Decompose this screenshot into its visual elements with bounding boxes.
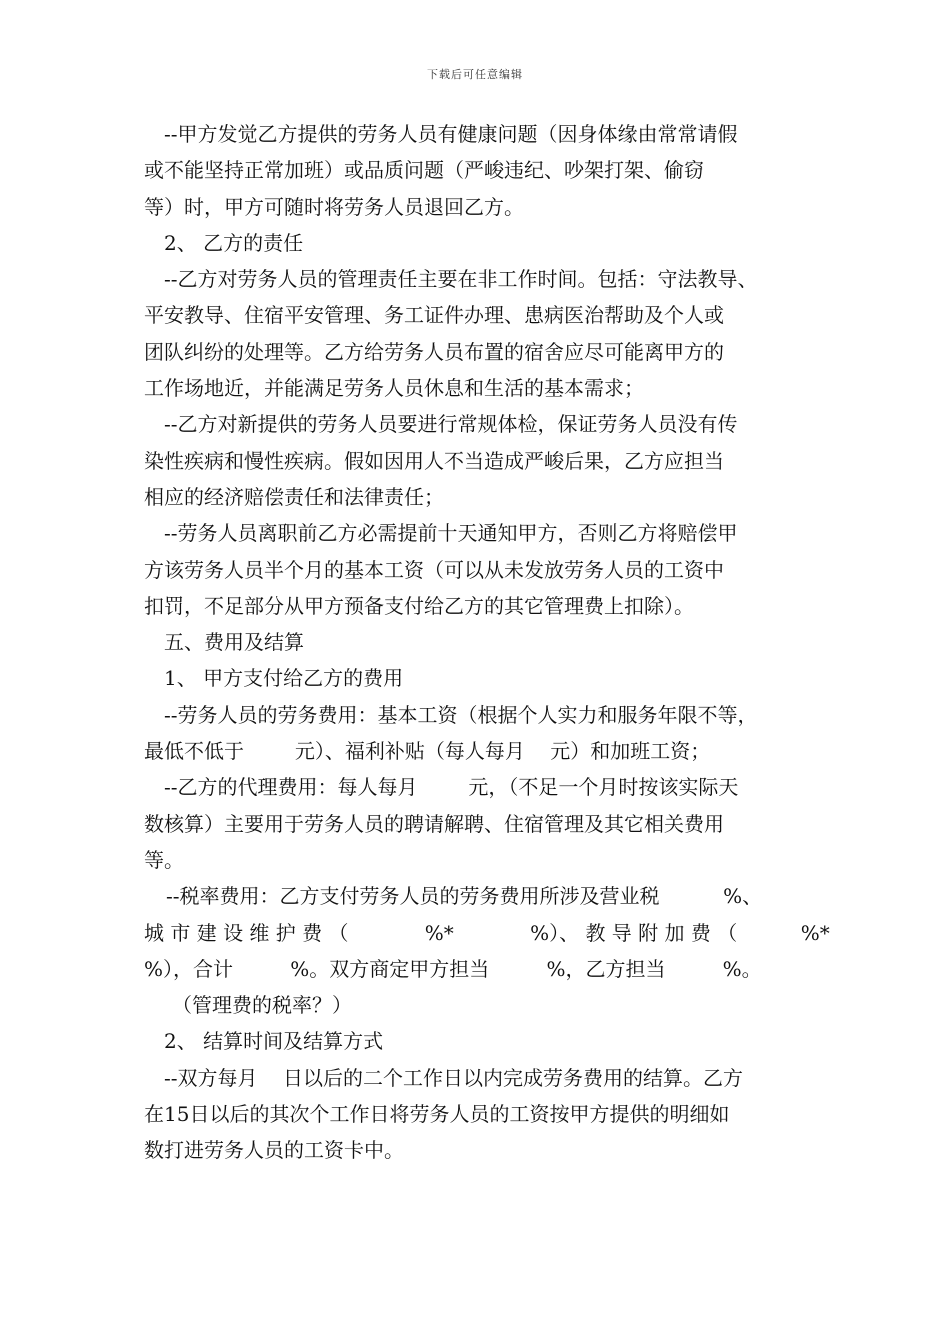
paragraph-line: 数打进劳务人员的工资卡中。 <box>144 1138 404 1163</box>
paragraph-line: 城 市 建 设 维 护 费 （ %* %）、 教 导 附 加 费 （ %* <box>144 920 830 945</box>
section-heading: 2、 结算时间及结算方式 <box>164 1029 384 1054</box>
paragraph-line: --甲方发觉乙方提供的劳务人员有健康问题（因身体缘由常常请假 <box>164 122 738 146</box>
section-heading: 1、 甲方支付给乙方的费用 <box>164 666 404 691</box>
paragraph-line: 或不能坚持正常加班）或品质问题（严峻违纪、吵架打架、偷窃 <box>144 158 704 183</box>
paragraph-line: 团队纠纷的处理等。乙方给劳务人员布置的宿舍应尽可能离甲方的 <box>144 339 724 364</box>
paragraph-line: 等。 <box>144 847 184 872</box>
paragraph-line: --双方每月 日以后的二个工作日以内完成劳务费用的结算。乙方 <box>164 1065 743 1090</box>
paragraph-line: 最低不低于 元）、福利补贴（每人每月 元）和加班工资； <box>144 739 711 764</box>
paragraph-line: --乙方对新提供的劳务人员要进行常规体检，保证劳务人员没有传 <box>164 412 738 437</box>
page-header: 下载后可任意编辑 <box>427 68 523 81</box>
paragraph-line: 相应的经济赔偿责任和法律责任； <box>144 484 444 509</box>
paragraph-line: 平安教导、住宿平安管理、务工证件办理、患病医治帮助及个人或 <box>144 303 724 328</box>
paragraph-line: --乙方对劳务人员的管理责任主要在非工作时间。包括：守法教导、 <box>164 267 758 292</box>
paragraph-line: （管理费的税率？） <box>172 993 352 1018</box>
paragraph-line: --劳务人员的劳务费用：基本工资（根据个人实力和服务年限不等， <box>164 702 758 727</box>
section-heading: 2、 乙方的责任 <box>164 230 304 255</box>
paragraph-line: %），合计 %。双方商定甲方担当 %，乙方担当 %。 <box>144 956 762 981</box>
paragraph-line: 在15日以后的其次个工作日将劳务人员的工资按甲方提供的明细如 <box>144 1102 730 1127</box>
paragraph-line: 数核算）主要用于劳务人员的聘请解聘、住宿管理及其它相关费用 <box>144 811 724 836</box>
paragraph-line: --税率费用：乙方支付劳务人员的劳务费用所涉及营业税 %、 <box>166 884 763 909</box>
document-body <box>144 116 830 1169</box>
paragraph-line: --乙方的代理费用：每人每月 元，（不足一个月时按该实际天 <box>164 775 739 800</box>
paragraph-line: 工作场地近，并能满足劳务人员休息和生活的基本需求； <box>144 376 644 401</box>
section-heading: 五、费用及结算 <box>164 630 304 655</box>
paragraph-line: 方该劳务人员半个月的基本工资（可以从未发放劳务人员的工资中 <box>144 557 724 582</box>
paragraph-line: --劳务人员离职前乙方必需提前十天通知甲方，否则乙方将赔偿甲 <box>164 521 738 546</box>
paragraph-line: 扣罚，不足部分从甲方预备支付给乙方的其它管理费上扣除）。 <box>144 593 694 618</box>
paragraph-line: 染性疾病和慢性疾病。假如因用人不当造成严峻后果，乙方应担当 <box>144 448 724 473</box>
paragraph-line: 等）时，甲方可随时将劳务人员退回乙方。 <box>144 194 524 219</box>
